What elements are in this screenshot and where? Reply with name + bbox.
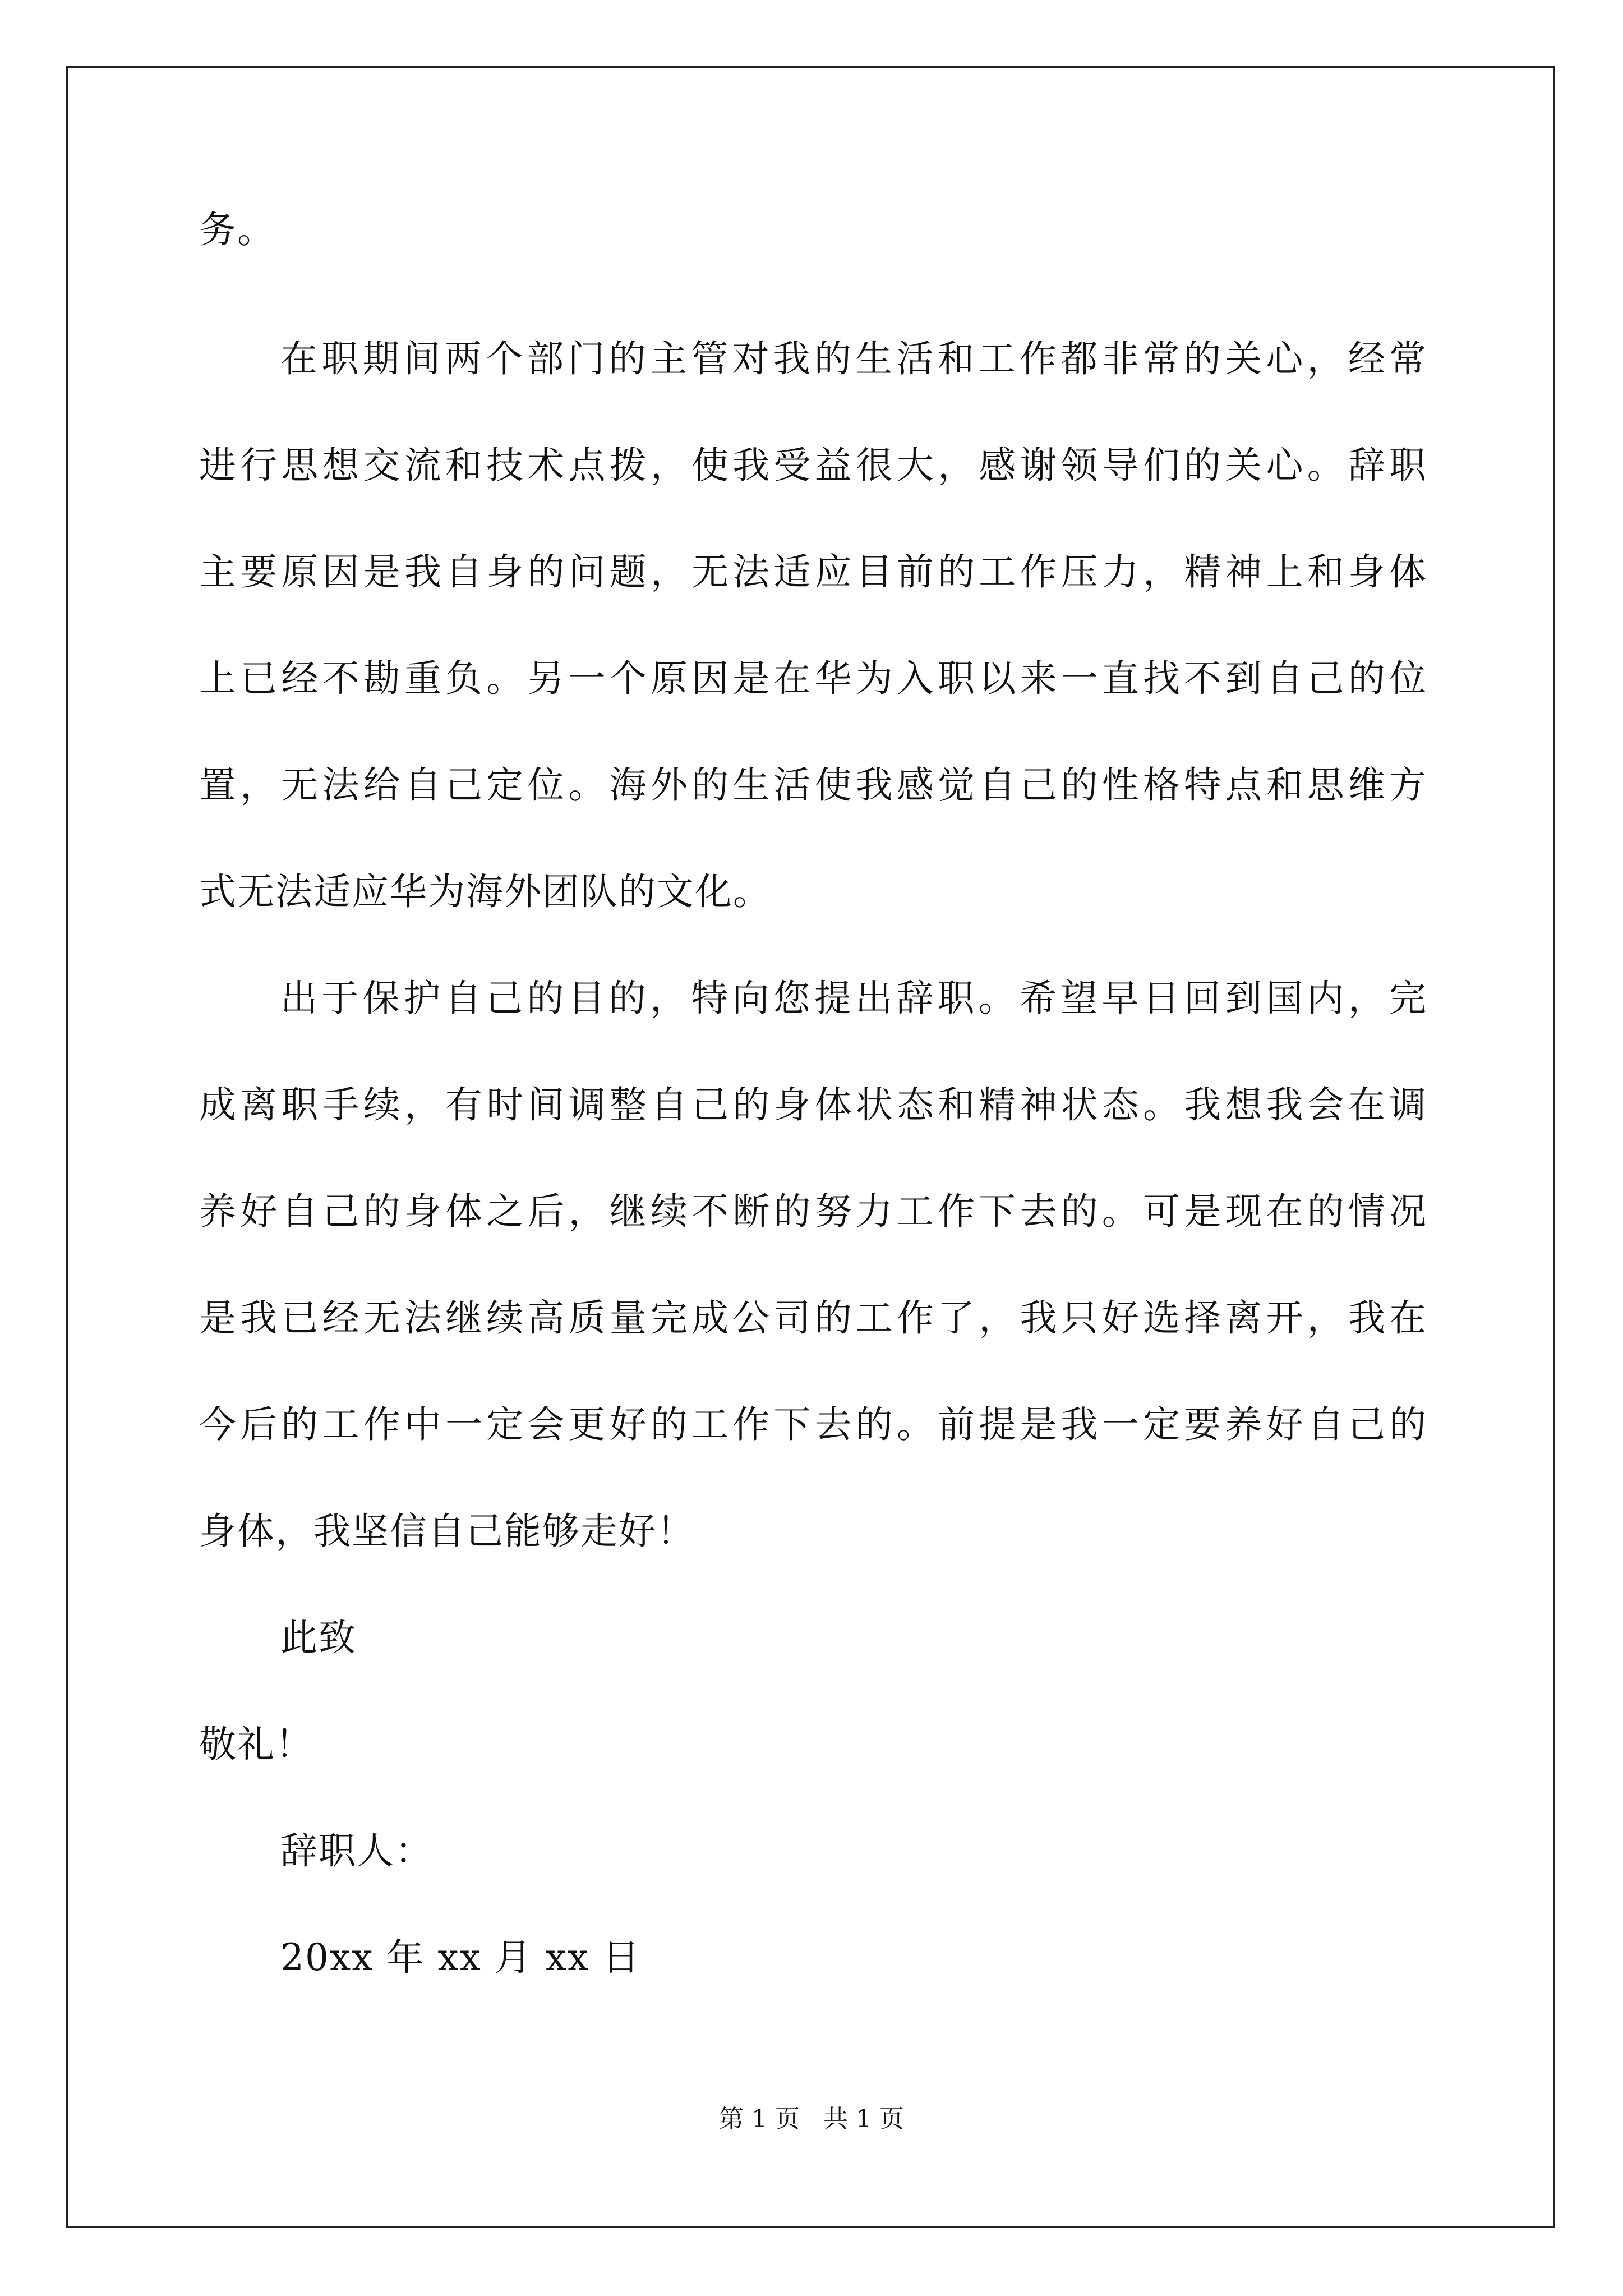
text-line: 务。 bbox=[199, 208, 275, 251]
paragraph-line: 在职期间两个部门的主管对我的生活和工作都非常的关心，经常 bbox=[280, 337, 1427, 380]
paragraph-line: 主要原因是我自身的问题，无法适应目前的工作压力，精神上和身体 bbox=[199, 550, 1427, 593]
paragraph-line: 是我已经无法继续高质量完成公司的工作了，我只好选择离开，我在 bbox=[199, 1296, 1427, 1340]
date-line: 20xx 年 xx 月 xx 日 bbox=[280, 1936, 641, 1979]
paragraph-line: 成离职手续，有时间调整自己的身体状态和精神状态。我想我会在调 bbox=[199, 1083, 1427, 1126]
paragraph-line: 出于保护自己的目的，特向您提出辞职。希望早日回到国内，完 bbox=[280, 977, 1427, 1020]
paragraph-line: 今后的工作中一定会更好的工作下去的。前提是我一定要养好自己的 bbox=[199, 1403, 1427, 1446]
closing-regards: 敬礼！ bbox=[199, 1723, 313, 1766]
paragraph-line: 式无法适应华为海外团队的文化。 bbox=[199, 870, 771, 913]
closing-salutation: 此致 bbox=[280, 1616, 357, 1659]
page-number-footer: 第 1 页 共 1 页 bbox=[719, 2105, 904, 2133]
paragraph-line: 置，无法给自己定位。海外的生活使我感觉自己的性格特点和思维方 bbox=[199, 763, 1427, 807]
paragraph-line: 身体，我坚信自己能够走好！ bbox=[199, 1510, 695, 1553]
page-border bbox=[66, 66, 1555, 2228]
paragraph-line: 进行思想交流和技术点拨，使我受益很大，感谢领导们的关心。辞职 bbox=[199, 444, 1427, 487]
paragraph-line: 上已经不勘重负。另一个原因是在华为入职以来一直找不到自己的位 bbox=[199, 657, 1427, 700]
paragraph-line: 养好自己的身体之后，继续不断的努力工作下去的。可是现在的情况 bbox=[199, 1190, 1427, 1233]
signature-label: 辞职人： bbox=[280, 1829, 433, 1872]
